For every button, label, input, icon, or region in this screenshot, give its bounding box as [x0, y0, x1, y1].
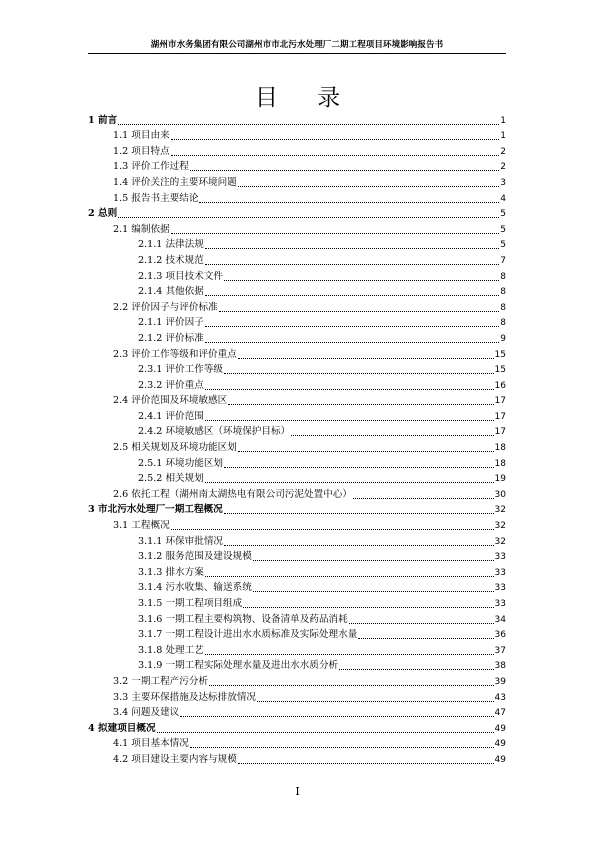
toc-entry-page: 3	[500, 177, 506, 188]
toc-entry-page: 30	[494, 489, 506, 500]
toc-entry[interactable]	[88, 501, 506, 517]
toc-entry[interactable]	[88, 392, 506, 408]
toc-leader-dots	[257, 701, 494, 702]
toc-leader-dots	[205, 389, 494, 390]
toc-entry-title: 3.1.7 一期工程设计进出水水质标准及实际处理水量	[138, 629, 358, 641]
toc-entry-title: 2.4.2 环境敏感区（环境保护目标）	[138, 426, 291, 438]
toc-entry-title: 4.1 项目基本情况	[113, 738, 189, 750]
toc-leader-dots	[238, 451, 494, 452]
toc-leader-dots	[190, 170, 499, 171]
toc-entry[interactable]	[88, 641, 506, 657]
toc-entry-title: 1.3 评价工作过程	[113, 161, 189, 173]
toc-entry[interactable]	[88, 111, 506, 127]
toc-leader-dots	[205, 326, 499, 327]
toc-leader-dots	[205, 295, 499, 296]
toc-entry-page: 33	[494, 567, 506, 578]
toc-entry-page: 8	[500, 318, 506, 329]
toc-entry-title: 2.5.1 环境功能区划	[138, 457, 224, 469]
toc-entry-page: 17	[494, 411, 506, 422]
toc-entry-page: 19	[494, 474, 506, 485]
toc-entry-title: 2 总则	[88, 208, 118, 220]
toc-entry[interactable]	[88, 485, 506, 501]
toc-leader-dots	[180, 716, 493, 717]
toc-leader-dots	[118, 124, 499, 125]
toc-entry[interactable]	[88, 438, 506, 454]
header-divider	[88, 53, 506, 54]
page-number: I	[295, 785, 300, 798]
toc-entry[interactable]	[88, 127, 506, 143]
toc-entry-page: 1	[500, 115, 506, 126]
toc-entry-page: 33	[494, 552, 506, 563]
toc-leader-dots	[238, 186, 499, 187]
toc-entry[interactable]	[88, 205, 506, 221]
toc-leader-dots	[205, 248, 499, 249]
toc-leader-dots	[205, 420, 494, 421]
toc-leader-dots	[157, 732, 494, 733]
toc-entry[interactable]	[88, 376, 506, 392]
toc-leader-dots	[205, 264, 499, 265]
toc-entry-title: 2.3 评价工作等级和评价重点	[113, 348, 237, 360]
toc-entry-title: 3.4 问题及建议	[113, 707, 180, 719]
toc-entry-page: 8	[500, 302, 506, 313]
toc-entry-page: 32	[494, 536, 506, 547]
toc-entry[interactable]	[88, 672, 506, 688]
toc-entry[interactable]	[88, 750, 506, 766]
toc-entry-title: 2.1.4 其他依据	[138, 286, 204, 298]
toc-entry-page: 4	[500, 193, 506, 204]
toc-entry[interactable]	[88, 283, 506, 299]
toc-entry-page: 18	[494, 458, 506, 469]
toc-entry-page: 49	[494, 723, 506, 734]
toc-leader-dots	[224, 280, 499, 281]
toc-entry[interactable]	[88, 470, 506, 486]
toc-entry[interactable]	[88, 314, 506, 330]
toc-entry-page: 7	[500, 255, 506, 266]
table-of-contents	[88, 111, 506, 766]
toc-entry-page: 5	[500, 209, 506, 220]
toc-leader-dots	[209, 685, 493, 686]
toc-entry-page: 8	[500, 271, 506, 282]
toc-entry[interactable]	[88, 189, 506, 205]
toc-entry-title: 3.1 工程概况	[113, 520, 170, 532]
toc-entry-page: 5	[500, 224, 506, 235]
toc-entry-title: 2.1.2 评价标准	[138, 332, 204, 344]
toc-entry-page: 39	[494, 676, 506, 687]
toc-entry-title: 3.1.8 处理工艺	[138, 644, 204, 656]
toc-entry-title: 3.1.3 排水方案	[138, 566, 204, 578]
toc-leader-dots	[205, 576, 494, 577]
toc-entry-title: 2.3.2 评价重点	[138, 379, 204, 391]
toc-entry[interactable]	[88, 735, 506, 751]
toc-leader-dots	[224, 513, 494, 514]
toc-entry-page: 5	[500, 240, 506, 251]
toc-entry[interactable]	[88, 329, 506, 345]
toc-entry-page: 38	[494, 661, 506, 672]
toc-entry-title: 2.4.1 评价范围	[138, 410, 204, 422]
toc-entry[interactable]	[88, 719, 506, 735]
toc-entry[interactable]	[88, 626, 506, 642]
toc-leader-dots	[238, 763, 494, 764]
toc-entry[interactable]	[88, 407, 506, 423]
toc-entry-page: 1	[500, 131, 506, 142]
toc-leader-dots	[199, 202, 499, 203]
toc-entry-page: 16	[494, 380, 506, 391]
toc-entry[interactable]	[88, 173, 506, 189]
toc-entry-page: 2	[500, 146, 506, 157]
toc-entry-title: 4 拟建项目概况	[88, 722, 156, 734]
toc-entry-page: 37	[494, 645, 506, 656]
toc-leader-dots	[171, 139, 500, 140]
toc-entry-title: 3.1.6 一期工程主要构筑物、设备清单及药品消耗	[138, 613, 348, 625]
toc-entry[interactable]	[88, 345, 506, 361]
toc-entry-page: 2	[500, 162, 506, 173]
toc-leader-dots	[353, 498, 494, 499]
toc-entry-title: 2.1.2 技术规范	[138, 254, 204, 266]
toc-entry-title: 1.1 项目由来	[113, 130, 170, 142]
toc-entry[interactable]	[88, 361, 506, 377]
toc-entry-title: 1.5 报告书主要结论	[113, 192, 199, 204]
toc-entry-page: 17	[494, 427, 506, 438]
toc-entry[interactable]	[88, 516, 506, 532]
toc-entry-page: 18	[494, 443, 506, 454]
running-header: 湖州市水务集团有限公司湖州市市北污水处理厂二期工程项目环境影响报告书	[150, 40, 444, 50]
toc-leader-dots	[339, 669, 493, 670]
toc-entry-title: 3.3 主要环保措施及达标排放情况	[113, 691, 257, 703]
toc-entry[interactable]	[88, 563, 506, 579]
toc-entry-title: 3.1.9 一期工程实际处理水量及进出水水质分析	[138, 660, 339, 672]
toc-entry[interactable]	[88, 532, 506, 548]
toc-entry-title: 2.2 评价因子与评价标准	[113, 301, 218, 313]
toc-entry[interactable]	[88, 423, 506, 439]
toc-leader-dots	[205, 342, 499, 343]
toc-entry[interactable]	[88, 610, 506, 626]
toc-leader-dots	[205, 482, 494, 483]
toc-entry-title: 2.1.1 评价因子	[138, 317, 204, 329]
toc-leader-dots	[224, 467, 494, 468]
toc-entry-title: 3.2 一期工程产污分析	[113, 675, 209, 687]
toc-entry-title: 2.3.1 评价工作等级	[138, 364, 224, 376]
toc-entry-title: 2.1.1 法律法规	[138, 239, 204, 251]
toc-entry-title: 2.1.3 项目技术文件	[138, 270, 224, 282]
toc-leader-dots	[171, 155, 500, 156]
toc-leader-dots	[349, 623, 494, 624]
toc-entry[interactable]	[88, 454, 506, 470]
toc-leader-dots	[219, 311, 500, 312]
toc-leader-dots	[224, 545, 494, 546]
toc-entry[interactable]	[88, 548, 506, 564]
toc-entry-page: 32	[494, 521, 506, 532]
toc-leader-dots	[118, 217, 499, 218]
toc-entry-page: 49	[494, 739, 506, 750]
toc-leader-dots	[228, 404, 493, 405]
toc-leader-dots	[171, 529, 494, 530]
toc-entry-page: 15	[494, 365, 506, 376]
toc-entry[interactable]	[88, 142, 506, 158]
toc-leader-dots	[291, 435, 493, 436]
toc-entry[interactable]	[88, 220, 506, 236]
toc-entry-title: 4.2 项目建设主要内容与规模	[113, 753, 237, 765]
toc-entry-title: 2.1 编制依据	[113, 223, 170, 235]
toc-entry-page: 43	[494, 692, 506, 703]
toc-entry[interactable]	[88, 298, 506, 314]
toc-entry-page: 33	[494, 583, 506, 594]
toc-entry[interactable]	[88, 594, 506, 610]
toc-entry-page: 33	[494, 599, 506, 609]
toc-entry-title: 2.5 相关规划及环境功能区划	[113, 442, 237, 454]
toc-entry-title: 1.2 项目特点	[113, 145, 170, 157]
toc-entry-page: 47	[494, 708, 506, 719]
toc-entry[interactable]	[88, 688, 506, 704]
page-title: 目 录	[254, 85, 357, 111]
toc-entry-page: 8	[500, 287, 506, 298]
toc-entry-title: 3.1.1 环保审批情况	[138, 535, 224, 547]
toc-entry-page: 32	[494, 505, 506, 516]
toc-entry[interactable]	[88, 251, 506, 267]
toc-entry-title: 3.1.2 服务范围及建设规模	[138, 551, 252, 563]
toc-entry-title: 1.4 评价关注的主要环境问题	[113, 176, 237, 188]
toc-entry-page: 17	[494, 396, 506, 407]
toc-entry-title: 3.1.5 一期工程项目组成	[138, 598, 243, 609]
toc-leader-dots	[205, 654, 494, 655]
toc-entry-title: 2.4 评价范围及环境敏感区	[113, 395, 228, 407]
toc-leader-dots	[224, 373, 494, 374]
toc-entry-page: 36	[494, 630, 506, 641]
toc-leader-dots	[171, 233, 500, 234]
toc-entry-page: 34	[494, 614, 506, 625]
toc-entry-page: 15	[494, 349, 506, 360]
toc-entry-page: 9	[500, 333, 506, 344]
toc-entry-title: 2.5.2 相关规划	[138, 473, 204, 485]
toc-leader-dots	[238, 358, 494, 359]
toc-leader-dots	[243, 607, 493, 608]
toc-entry[interactable]	[88, 704, 506, 720]
toc-entry-page: 49	[494, 754, 506, 765]
toc-entry[interactable]	[88, 158, 506, 174]
toc-entry[interactable]	[88, 657, 506, 673]
toc-entry-title: 2.6 依托工程（湖州南太湖热电有限公司污泥处置中心）	[113, 488, 352, 500]
toc-entry[interactable]	[88, 236, 506, 252]
toc-leader-dots	[253, 560, 494, 561]
toc-entry[interactable]	[88, 267, 506, 283]
toc-entry-title: 3.1.4 污水收集、输送系统	[138, 582, 252, 594]
toc-leader-dots	[190, 747, 494, 748]
toc-entry-title: 1 前言	[88, 114, 118, 126]
toc-entry[interactable]	[88, 579, 506, 595]
toc-entry-title: 3 市北污水处理厂一期工程概况	[88, 504, 223, 516]
toc-leader-dots	[253, 591, 494, 592]
toc-leader-dots	[358, 638, 493, 639]
